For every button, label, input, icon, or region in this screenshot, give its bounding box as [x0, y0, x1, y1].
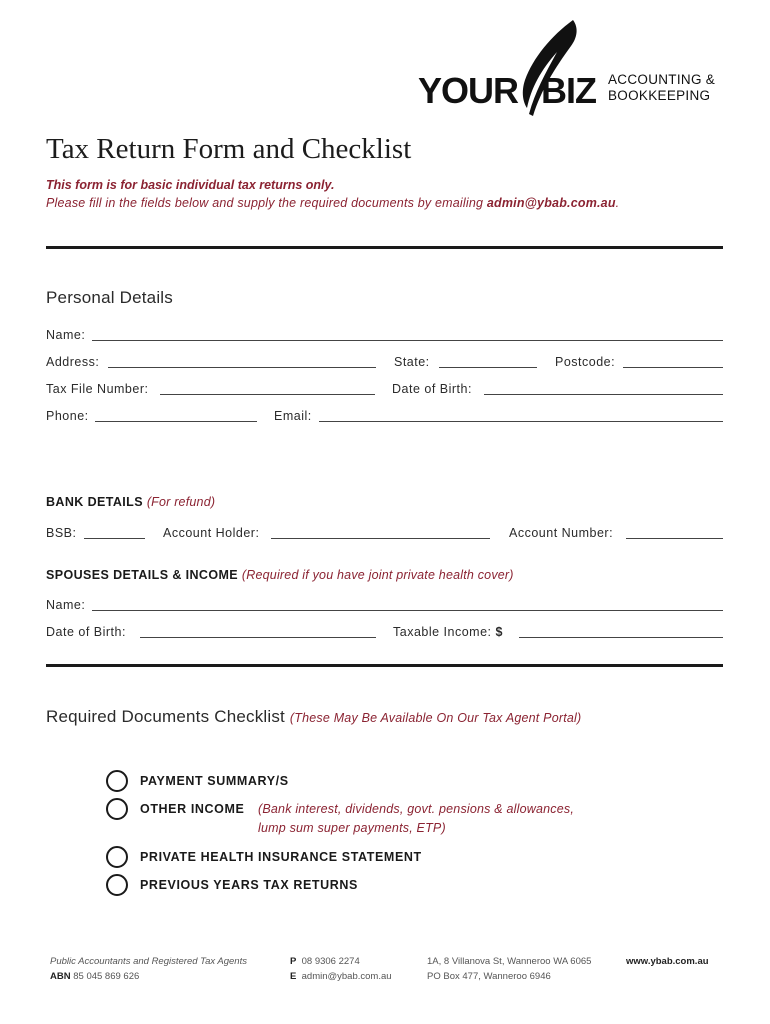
phone-field[interactable]: [95, 421, 257, 422]
footer-address-line2: PO Box 477, Wanneroo 6946: [427, 971, 551, 982]
email-label: Email:: [274, 409, 312, 423]
spouse-heading-text: SPOUSES DETAILS & INCOME: [46, 568, 239, 582]
footer-abn: [50, 971, 139, 982]
page-title: Tax Return Form and Checklist: [46, 133, 412, 165]
checkbox-other-income[interactable]: [106, 798, 128, 820]
other-income-note-line1: (Bank interest, dividends, govt. pensions & allowances,: [258, 802, 575, 816]
divider-top: [46, 246, 723, 249]
abn-value: 85 045 869 626: [73, 971, 140, 982]
phone-value: 08 9306 2274: [301, 956, 360, 967]
spouse-dob-label: Date of Birth:: [46, 625, 126, 639]
dob-label: Date of Birth:: [392, 382, 472, 396]
tfn-label: Tax File Number:: [46, 382, 149, 396]
state-label: State:: [394, 355, 430, 369]
address-label: Address:: [46, 355, 100, 369]
intro-suffix: .: [615, 196, 620, 210]
spouse-heading-note: (Required if you have joint private health cover): [241, 568, 514, 582]
abn-label: ABN: [50, 971, 71, 982]
intro-email-link[interactable]: admin@ybab.com.au: [486, 196, 616, 210]
checklist-item-previous-returns: PREVIOUS YEARS TAX RETURNS: [140, 878, 358, 892]
bsb-label: BSB:: [46, 526, 77, 540]
logo-sub-line2: BOOKKEEPING: [608, 88, 711, 103]
footer-phone: [290, 956, 360, 967]
checklist-heading-note: (These May Be Available On Our Tax Agent Portal): [289, 711, 582, 725]
logo-word-right: BIZ: [541, 70, 596, 111]
company-logo: [416, 18, 736, 128]
spouse-dob-field[interactable]: [140, 637, 376, 638]
intro-line-2: [46, 196, 619, 210]
bsb-field[interactable]: [84, 538, 145, 539]
account-number-label: Account Number:: [509, 526, 614, 540]
footer-email: [290, 971, 392, 982]
checklist-heading: [46, 707, 581, 727]
bank-details-heading: [46, 495, 215, 509]
account-holder-label: Account Holder:: [163, 526, 260, 540]
taxable-income-text: Taxable Income:: [393, 625, 492, 639]
bank-heading-text: BANK DETAILS: [46, 495, 143, 509]
postcode-field[interactable]: [623, 367, 723, 368]
dob-field[interactable]: [484, 394, 723, 395]
divider-middle: [46, 664, 723, 667]
checkbox-previous-returns[interactable]: [106, 874, 128, 896]
footer-address-line1: 1A, 8 Villanova St, Wanneroo WA 6065: [427, 956, 592, 967]
personal-details-heading: Personal Details: [46, 288, 173, 307]
footer-website[interactable]: [626, 956, 709, 967]
address-field[interactable]: [108, 367, 376, 368]
taxable-income-field[interactable]: [519, 637, 723, 638]
name-label: Name:: [46, 328, 86, 342]
website-link[interactable]: www.ybab.com.au: [626, 956, 709, 967]
checkbox-payment-summary[interactable]: [106, 770, 128, 792]
intro-text: Please fill in the fields below and supply the required documents by emailing: [46, 196, 487, 210]
account-number-field[interactable]: [626, 538, 723, 539]
footer-email-link[interactable]: admin@ybab.com.au: [301, 971, 392, 982]
account-holder-field[interactable]: [271, 538, 490, 539]
checkbox-health-insurance[interactable]: [106, 846, 128, 868]
phone-prefix: P: [290, 956, 297, 967]
currency-symbol: $: [495, 625, 503, 639]
checklist-item-payment-summary: PAYMENT SUMMARY/S: [140, 774, 289, 788]
intro-line-1: This form is for basic individual tax returns only.: [46, 178, 335, 192]
spouse-details-heading: [46, 568, 514, 582]
footer-tagline: Public Accountants and Registered Tax Agents: [50, 956, 247, 967]
phone-label: Phone:: [46, 409, 89, 423]
taxable-income-label: [393, 625, 503, 639]
tfn-field[interactable]: [160, 394, 375, 395]
other-income-note-line2: lump sum super payments, ETP): [258, 821, 446, 835]
checklist-item-health-insurance: PRIVATE HEALTH INSURANCE STATEMENT: [140, 850, 422, 864]
bank-heading-note: (For refund): [146, 495, 216, 509]
logo-sub-line1: ACCOUNTING &: [608, 72, 716, 87]
name-field[interactable]: [92, 340, 723, 341]
spouse-name-field[interactable]: [92, 610, 723, 611]
checklist-item-other-income: OTHER INCOME: [140, 802, 245, 816]
email-prefix: E: [290, 971, 297, 982]
email-field[interactable]: [319, 421, 723, 422]
checklist-heading-text: Required Documents Checklist: [46, 707, 285, 726]
logo-word-left: YOUR: [418, 70, 519, 111]
postcode-label: Postcode:: [555, 355, 616, 369]
state-field[interactable]: [439, 367, 537, 368]
spouse-name-label: Name:: [46, 598, 86, 612]
